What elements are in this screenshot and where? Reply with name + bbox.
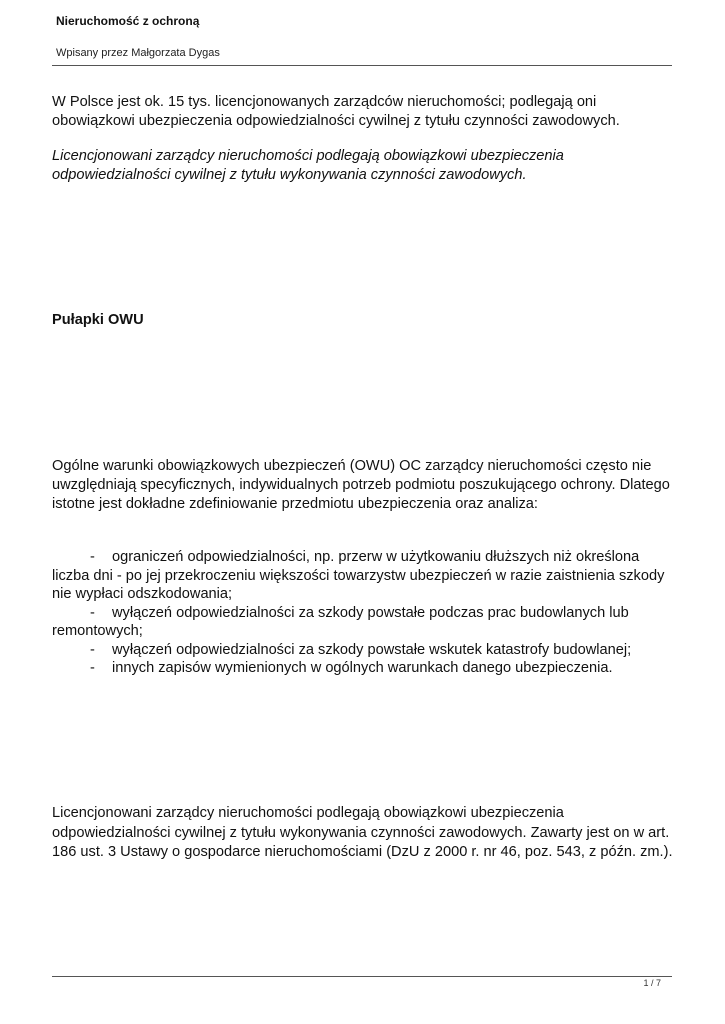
intro-paragraph: W Polsce jest ok. 15 tys. licencjonowanych zarządców nieruchomości; podlegają oni obowiązkowi ubezpieczenia odpowiedzialności cywilnej z tytułu czynności zawodowych. bbox=[52, 94, 620, 129]
lead-paragraph: Licencjonowani zarządcy nieruchomości podlegają obowiązkowi ubezpieczenia odpowiedzialności cywilnej z tytułu wykonywania czynności zawodowych. bbox=[52, 148, 564, 183]
page-number: 1 / 7 bbox=[643, 978, 661, 988]
list-item-text: ograniczeń odpowiedzialności, np. przerw w użytkowaniu dłuższych niż określona liczba dni - po jej przekroczeniu większości towarzystw ubezpieczeń w razie zaistnienia szkody nie wypłaci odszkodowania; bbox=[52, 549, 665, 602]
list-item bbox=[52, 604, 677, 641]
dash-marker: - bbox=[90, 604, 95, 621]
dash-marker: - bbox=[90, 660, 95, 676]
list-item-text: wyłączeń odpowiedzialności za szkody powstałe wskutek katastrofy budowlanej; bbox=[112, 641, 632, 658]
list-item bbox=[52, 641, 677, 660]
owu-paragraph: Ogólne warunki obowiązkowych ubezpieczeń (OWU) OC zarządcy nieruchomości często nie uwzględniają specyficznych, indywidualnych potrzeb podmiotu poszukującego ochrony. Dlatego istotne jest dokładne zdefiniowanie przedmiotu ubezpieczenia oraz analiza: bbox=[52, 458, 670, 512]
list-item bbox=[52, 659, 677, 678]
section-heading: Pułapki OWU bbox=[52, 312, 144, 328]
footer-divider bbox=[52, 976, 672, 977]
exclusions-list bbox=[52, 548, 677, 678]
author-line: Wpisany przez Małgorzata Dygas bbox=[56, 47, 220, 59]
document-title: Nieruchomość z ochroną bbox=[56, 14, 200, 28]
dash-marker: - bbox=[90, 641, 95, 658]
closing-paragraph: Licencjonowani zarządcy nieruchomości podlegają obowiązkowi ubezpieczenia odpowiedzialności cywilnej z tytułu wykonywania czynności zawodowych. Zawarty jest on w art. 186 ust. 3 Ustawy o gospodarce nieruchomościami (DzU z 2000 r. nr 46, poz. 543, z późn. zm.). bbox=[52, 805, 673, 860]
list-item-text: innych zapisów wymienionych w ogólnych warunkach danego ubezpieczenia. bbox=[112, 660, 613, 676]
list-item-text: wyłączeń odpowiedzialności za szkody powstałe podczas prac budowlanych lub remontowych; bbox=[52, 604, 629, 639]
header-divider bbox=[52, 65, 672, 66]
dash-marker: - bbox=[90, 549, 95, 565]
list-item bbox=[52, 548, 677, 604]
